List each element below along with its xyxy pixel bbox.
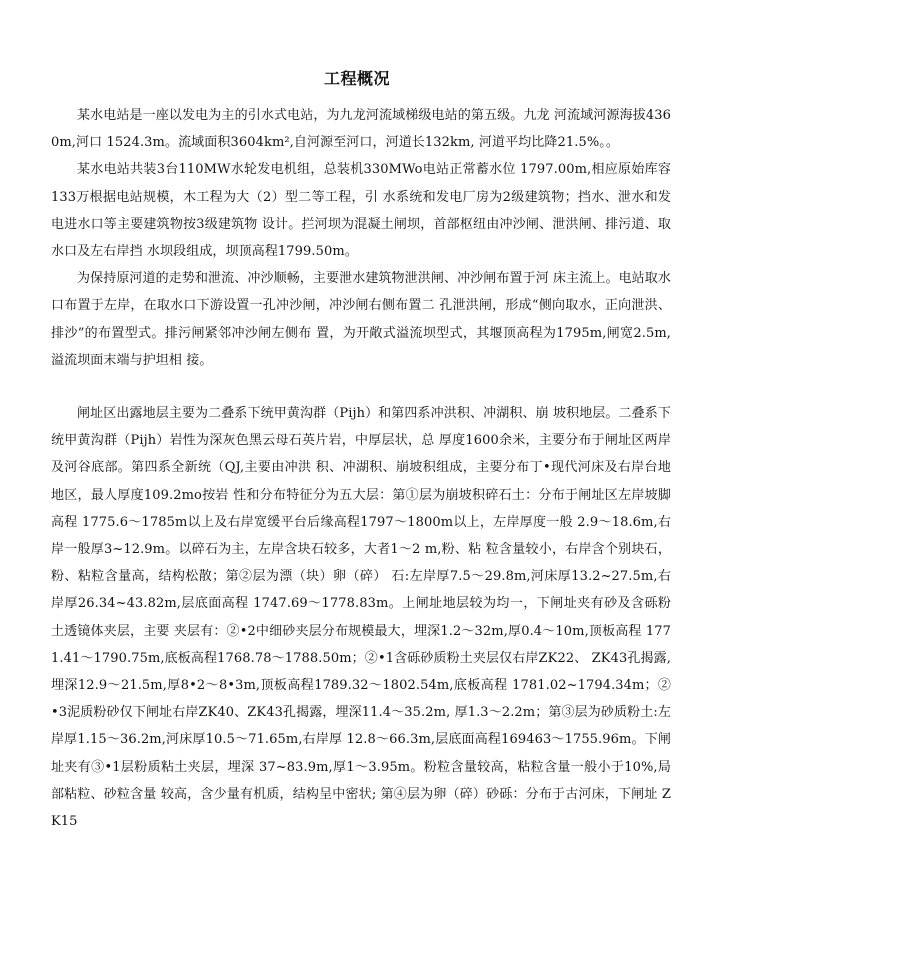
paragraph-layout-arrangement: 为保持原河道的走势和泄流、冲沙顺畅，主要泄水建筑物泄洪闸、冲沙闸布置于河 床主流上。电站取水口布置于左岸，在取水口下游设置一孔冲沙闸，冲沙闸右侧布置二 孔泄洪闸，形成“侧向取水，正向泄洪、排沙”的布置型式。排污闸紧邻冲沙闸左侧布 置，为开敞式溢流坝型式，其堰顶高程为1795m,闸宽2.5m,溢流坝面末端与护坦相 接。 — [51, 271, 671, 368]
paragraph-spacer — [51, 374, 671, 400]
document-body — [51, 102, 671, 835]
paragraph-installed-capacity: 某水电站共装3台110MW水轮发电机组，总装机330MWo电站正常蓄水位 1797.00m,相应原始库容133万根据电站规模，木工程为大（2）型二等工程，引 水系统和发电厂房为2级建筑物；挡水、泄水和发电进水口等主要建筑物按3级建筑物 设计。拦河坝为混凝土闸坝，首部枢纽由冲沙闸、泄洪闸、排污道、取水口及左右岸挡 水坝段组成，坝顶高程1799.50m。 — [51, 162, 671, 260]
document-title: 工程概况 — [323, 68, 390, 88]
paragraph-hydropower-overview: 某水电站是一座以发电为主的引水式电站，为九龙河流域梯级电站的第五级。九龙 河流域河源海拔4360m,河口 1524.3m。流域面积3604km²,自河源至河口，河道长132km, 河道平均比降21.5%。。 — [51, 108, 671, 151]
paragraph-geology: 闸址区出露地层主要为二叠系下统甲黄沟群（Pijh）和第四系冲洪积、冲湖积、崩 坡积地层。二叠系下统甲黄沟群（Pijh）岩性为深灰色黑云母石英片岩，中厚层状，总 厚度1600余米，主要分布于闸址区两岸及河谷底部。第四系全新统（QJ,主要由冲洪 积、冲湖积、崩坡积组成，主要分布丁•现代河床及右岸台地地区，最人厚度109.2mo按岩 性和分布特征分为五大层：第①层为崩坡积碎石土：分布于闸址区左岸坡脚高程 1775.6～1785m以上及右岸宽缓平台后缘高程1797～1800m以上，左岸厚度一般 2.9～18.6m,右岸一般厚3~12.9m。以碎石为主，左岸含块石较多，大者1～2 m,粉、粘 粒含量较小，右岸含个别块石，粉、粘粒含量高，结构松散；第②层为漂（块）卵（碎） 石:左岸厚7.5～29.8m,河床厚13.2~27.5m,右岸厚26.34~43.82m,层底面高程 1747.69～1778.83m。上闸址地层较为均一，下闸址夹有砂及含砾粉土透镜体夹层，主要 夹层有：②•2中细砂夹层分布规模最大，埋深1.2～32m,厚0.4～10m,顶板高程 1771.41～1790.75m,底板高程1768.78～1788.50m；②•1含砾砂质粉土夹层仅右岸ZK22、 ZK43孔揭露, 埋深12.9～21.5m,厚8•2～8•3m,顶板高程1789.32～1802.54m,底板高程 1781.02~1794.34m；②•3泥质粉砂仅下闸址右岸ZK40、ZK43孔揭露，埋深11.4～35.2m, 厚1.3～2.2m；第③层为砂质粉土:左岸厚1.15～36.2m,河床厚10.5～71.65m,右岸厚 12.8～66.3m,层底面高程169463～1755.96m。下闸址夹有③•1层粉质粘土夹层，埋深 37~83.9m,厚1～3.95m。粉粒含量较高，粘粒含量一般小于10%,局部粘粒、砂粒含量 较高，含少量有机质，结构呈中密状; 第④层为卵（碎）砂砾：分布于古河床，下闸址 ZK15 — [51, 406, 671, 830]
